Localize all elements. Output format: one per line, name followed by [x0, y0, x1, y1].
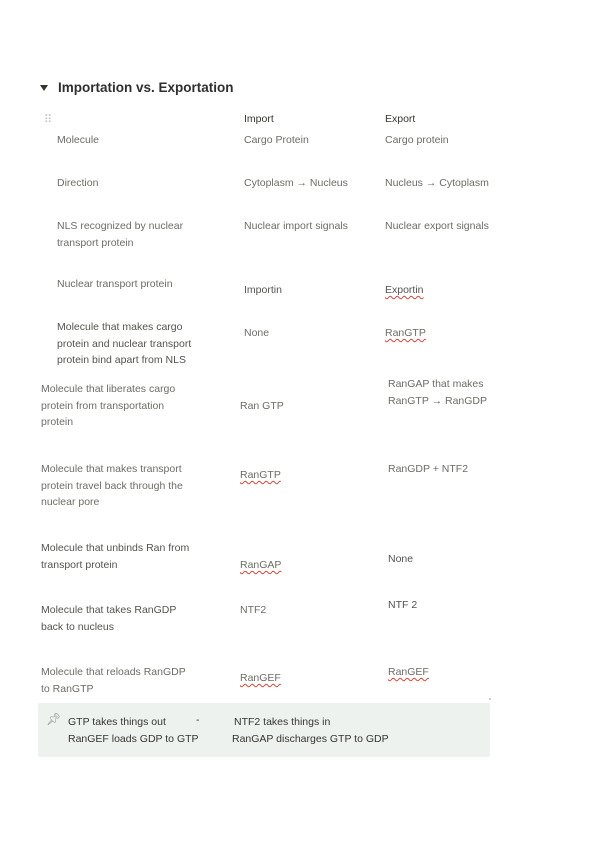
pin-icon[interactable]: 📌︎: [46, 712, 62, 726]
import-cell: Ran GTP: [240, 400, 284, 412]
callout-line: GTP takes things out: [68, 716, 166, 728]
export-cell: Cargo protein: [385, 134, 449, 146]
row-label: [41, 461, 183, 511]
import-cell: Nuclear import signals: [244, 220, 348, 232]
row-label-line: Molecule that reloads RanGDP: [41, 666, 186, 678]
export-cell: RanGDP + NTF2: [388, 463, 469, 475]
column-header-import: Import: [244, 113, 274, 125]
row-label-line: protein bind apart from NLS: [57, 354, 186, 366]
callout-line: RanGAP discharges GTP to GDP: [232, 733, 389, 745]
import-cell: Cytoplasm → Nucleus: [244, 177, 348, 189]
row-label: [41, 381, 175, 431]
row-label-line: Molecule that liberates cargo: [41, 383, 176, 395]
row-label-line: protein from transportation: [41, 399, 165, 412]
row-label-line: protein and nuclear transport: [57, 337, 192, 350]
import-cell: [240, 670, 281, 687]
selection-corner: [489, 698, 491, 700]
row-label-line: Molecule that makes transport: [41, 463, 182, 475]
row-label-line: protein travel back through the: [41, 479, 183, 492]
spellcheck-word: RanGTP: [240, 469, 281, 481]
row-label-line: back to nucleus: [41, 620, 114, 633]
export-cell: NTF 2: [388, 599, 418, 611]
export-cell: Nucleus → Cytoplasm: [385, 177, 489, 189]
export-line: RanGAP that makes: [388, 378, 484, 390]
export-cell: [388, 376, 487, 409]
toggle-triangle-icon[interactable]: [40, 85, 48, 91]
spellcheck-word: RanGAP: [240, 559, 282, 571]
row-label-line: transport protein: [41, 558, 118, 571]
row-label: [57, 319, 191, 369]
column-header-export: Export: [385, 113, 416, 125]
row-label-line: nuclear pore: [41, 496, 100, 508]
row-label: Molecule: [57, 134, 100, 146]
import-cell: Cargo Protein: [244, 134, 309, 146]
export-line: RanGTP → RanGDP: [388, 394, 488, 407]
spellcheck-word: RanGTP: [385, 327, 426, 339]
export-cell: [385, 282, 424, 299]
row-label: Direction: [57, 177, 99, 189]
import-cell: None: [244, 327, 270, 339]
export-cell: [385, 325, 426, 342]
drag-handle-icon[interactable]: ⠿: [44, 114, 52, 126]
row-label-line: to RanGTP: [41, 682, 94, 695]
spellcheck-word: RanGEF: [240, 672, 281, 684]
callout-line: NTF2 takes things in: [234, 716, 331, 728]
row-label: [57, 218, 183, 251]
export-cell: Nuclear export signals: [385, 220, 489, 232]
row-label: [41, 664, 186, 697]
row-label-line: NLS recognized by nuclear: [57, 220, 184, 232]
export-cell: [388, 664, 429, 681]
row-label: [41, 602, 176, 635]
row-label-line: Molecule that unbinds Ran from: [41, 542, 190, 554]
import-cell: [240, 467, 281, 484]
row-label-line: protein: [41, 416, 74, 428]
row-label-line: transport protein: [57, 236, 134, 249]
import-cell: [240, 557, 281, 574]
callout-dash: -: [196, 714, 200, 726]
toggle-heading[interactable]: [40, 80, 234, 95]
callout-block[interactable]: [38, 703, 490, 757]
callout-line: RanGEF loads GDP to GTP: [68, 733, 199, 745]
section-title: Importation vs. Exportation: [58, 80, 234, 95]
import-cell: NTF2: [240, 604, 267, 616]
row-label-line: Molecule that makes cargo: [57, 321, 183, 333]
row-label: [41, 540, 189, 573]
row-label: Nuclear transport protein: [57, 278, 173, 290]
export-cell: None: [388, 553, 414, 565]
spellcheck-word: RanGEF: [388, 666, 429, 678]
row-label-line: Molecule that takes RanGDP: [41, 604, 177, 616]
import-cell: Importin: [244, 284, 282, 296]
spellcheck-word: Exportin: [385, 284, 424, 296]
